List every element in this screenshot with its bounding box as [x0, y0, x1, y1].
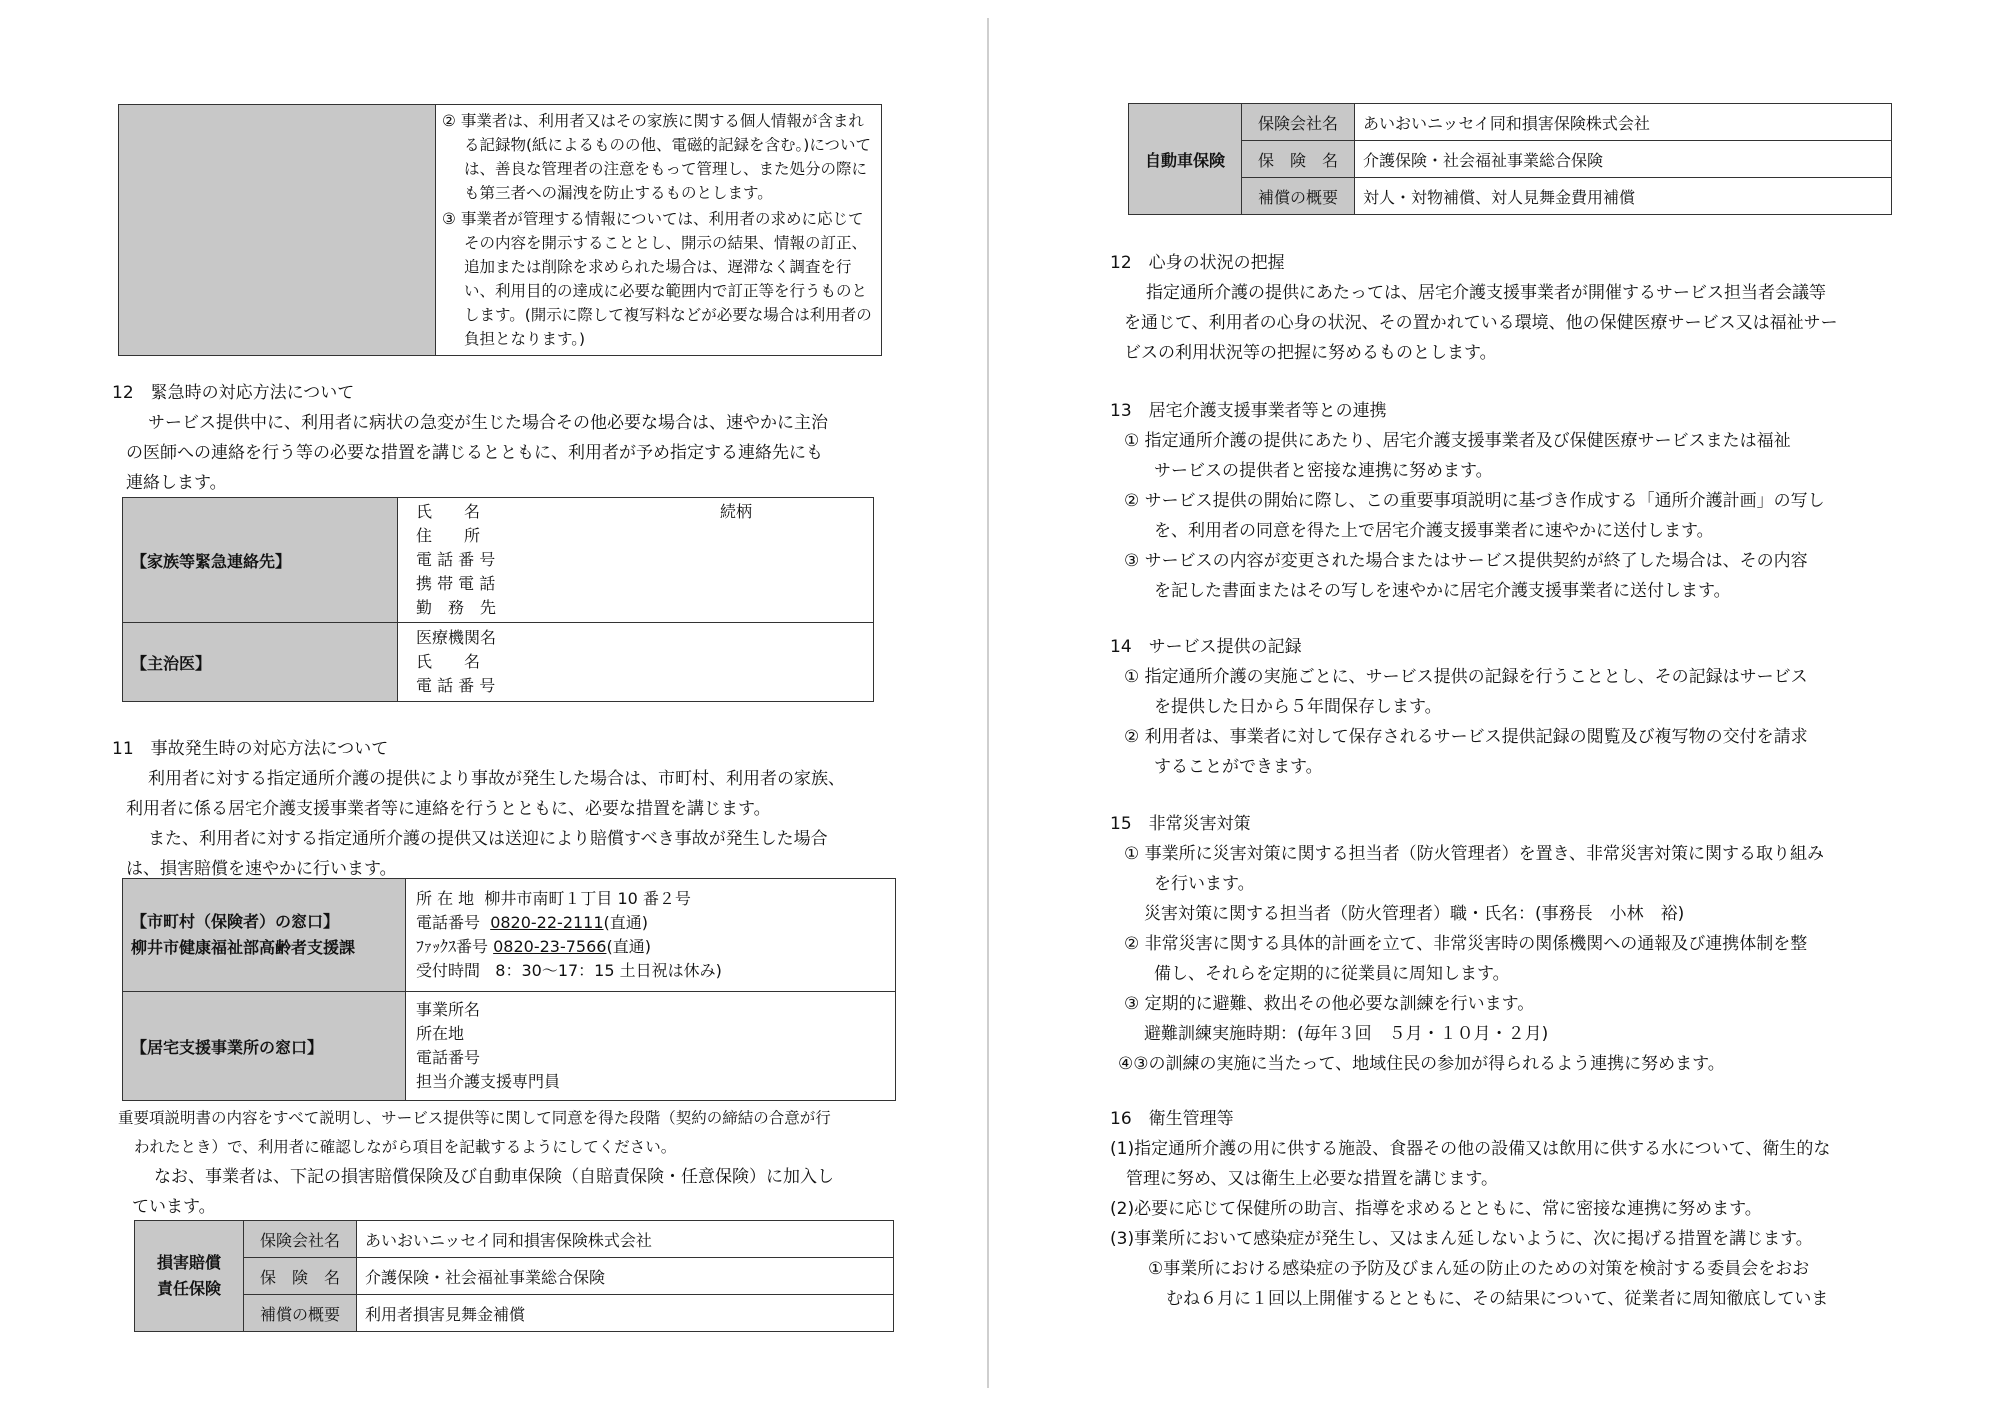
insurance-value: 介護保険・社会福祉事業総合保険	[357, 1258, 894, 1295]
insurance-value: あいおいニッセイ同和損害保険株式会社	[357, 1221, 894, 1258]
list-item-cont: サービスの提供者と密接な連携に努めます。	[1154, 461, 1493, 481]
privacy-item-2: ② 事業者は、利用者又はその家族に関する個人情報が含まれる記録物(紙によるものの他、電磁的記録を含む。)については、善良な管理者の注意をもって管理し、また処分の際にも第三者への漏洩を防止するものとします。	[442, 112, 872, 202]
list-item: ① 事業所に災害対策に関する担当者（防火管理者）を置き、非常災害対策に関する取り組み	[1124, 844, 1824, 864]
fax-row: ﾌｧｯｸｽ番号 0820-23-7566(直通)	[416, 937, 651, 956]
section-13-coordination	[1110, 396, 1825, 606]
insurance-key: 保険会社名	[244, 1221, 357, 1258]
auto-insurance-table	[1128, 103, 1892, 215]
liability-label-line: 損害賠償	[156, 1253, 221, 1272]
insurance-key: 補償の概要	[244, 1295, 357, 1332]
insurance-line: ています。	[132, 1197, 216, 1217]
list-item: (3)事業所において感染症が発生し、又はまん延しないように、次に掲げる措置を講じます。	[1110, 1229, 1813, 1249]
liability-label-line: 責任保険	[156, 1279, 221, 1298]
field-label: 電話番号	[416, 1048, 481, 1067]
city-window-title: 【市町村（保険者）の窓口】	[131, 912, 340, 931]
insurance-key: 保 険 名	[244, 1258, 357, 1295]
insurance-value: 介護保険・社会福祉事業総合保険	[1355, 141, 1892, 178]
list-item-cont: を、利用者の同意を得た上で居宅介護支援事業者に速やかに送付します。	[1154, 521, 1714, 541]
field-label: 所在地	[416, 1024, 465, 1043]
family-contact-label: 【家族等緊急連絡先】	[123, 498, 398, 623]
section-16-hygiene	[1110, 1104, 1830, 1314]
left-page	[0, 0, 988, 1414]
paragraph-line: の医師への連絡を行う等の必要な措置を講じるとともに、利用者が予め指定する連絡先にも	[126, 443, 823, 463]
list-item: ② 利用者は、事業者に対して保存されるサービス提供記録の閲覧及び複写物の交付を請求	[1124, 727, 1808, 747]
hours-row: 受付時間 8：30～17：15 土日祝は休み)	[416, 961, 722, 980]
list-item: ④③の訓練の実施に当たって、地域住民の参加が得られるよう連携に努めます。	[1118, 1054, 1725, 1074]
paragraph-line: ビスの利用状況等の把握に努めるものとします。	[1124, 343, 1497, 363]
field-label: 電 話 番 号	[416, 676, 496, 695]
list-item-cont: 備し、それらを定期的に従業員に周知します。	[1154, 964, 1510, 984]
city-window-dept: 柳井市健康福祉部高齢者支援課	[131, 938, 356, 957]
doctor-label: 【主治医】	[123, 623, 398, 702]
care-office-label: 【居宅支援事業所の窓口】	[123, 992, 406, 1101]
paragraph-line: は、損害賠償を速やかに行います。	[126, 859, 397, 879]
section-12-emergency	[112, 378, 828, 498]
field-label: 携 帯 電 話	[416, 574, 496, 593]
auto-insurance-label: 自動車保険	[1129, 104, 1242, 215]
list-item: ① 指定通所介護の実施ごとに、サービス提供の記録を行うこととし、その記録はサービス	[1124, 667, 1808, 687]
section-15-disaster	[1110, 809, 1824, 1079]
city-window-details	[406, 879, 896, 992]
list-item-cont: を提供した日から５年間保存します。	[1154, 697, 1442, 717]
section-11-accident	[112, 734, 845, 884]
paragraph-line: また、利用者に対する指定通所介護の提供又は送迎により賠償すべき事故が発生した場合	[148, 829, 828, 849]
instruction-note	[118, 1104, 834, 1222]
insurance-key: 保険会社名	[1242, 104, 1355, 141]
care-office-fields	[406, 992, 896, 1101]
field-label: 住 所	[416, 526, 481, 545]
section-heading: 12 心身の状況の把握	[1110, 253, 1285, 273]
city-window-label	[123, 879, 406, 992]
family-contact-fields	[398, 498, 874, 623]
doctor-fields	[398, 623, 874, 702]
list-item-cont: することができます。	[1154, 757, 1323, 777]
paragraph-line: 利用者に対する指定通所介護の提供により事故が発生した場合は、市町村、利用者の家族、	[148, 769, 845, 789]
section-14-records	[1110, 632, 1808, 782]
paragraph-line: 利用者に係る居宅介護支援事業者等に連絡を行うとともに、必要な措置を講じます。	[126, 799, 771, 819]
list-item: ③ 定期的に避難、救出その他必要な訓練を行います。	[1124, 994, 1535, 1014]
insurance-value: あいおいニッセイ同和損害保険株式会社	[1355, 104, 1892, 141]
note-line: われたとき）で、利用者に確認しながら項目を記載するようにしてください。	[134, 1138, 677, 1156]
privacy-item-3: ③ 事業者が管理する情報については、利用者の求めに応じてその内容を開示することとし、開示の結果、情報の訂正、追加または削除を求められた場合は、遅滞なく調査を行い、利用目的の達成に必要な範囲内で訂正等を行うものとします。(開示に際して複写料などが必要な場合は利用者の負担となります。)	[442, 210, 872, 348]
section-heading: 15 非常災害対策	[1110, 814, 1251, 834]
insurance-key: 保 険 名	[1242, 141, 1355, 178]
liability-label	[135, 1221, 244, 1332]
relation-label: 続柄	[720, 502, 753, 521]
paragraph-line: 指定通所介護の提供にあたっては、居宅介護支援事業者が開催するサービス担当者会議等	[1146, 283, 1826, 303]
emergency-contact-table	[122, 497, 874, 702]
section-heading: 14 サービス提供の記録	[1110, 637, 1302, 657]
privacy-table	[118, 104, 882, 356]
insurance-value: 対人・対物補償、対人見舞金費用補償	[1355, 178, 1892, 215]
address-row: 所 在 地 柳井市南町１丁目 10 番２号	[416, 889, 691, 908]
note-line: 重要項説明書の内容をすべて説明し、サービス提供等に関して同意を得た段階（契約の締結の合意が行	[118, 1109, 831, 1127]
paragraph-line: 連絡します。	[126, 473, 227, 493]
section-heading: 11 事故発生時の対応方法について	[112, 739, 389, 759]
field-label: 氏 名	[416, 502, 481, 521]
list-item-cont: むね６月に１回以上開催するとともに、その結果について、従業者に周知徹底していま	[1166, 1289, 1829, 1309]
field-label: 電 話 番 号	[416, 550, 496, 569]
field-label: 医療機関名	[416, 628, 497, 647]
insurance-line: なお、事業者は、下記の損害賠償保険及び自動車保険（自賠責保険・任意保険）に加入し	[154, 1167, 834, 1187]
list-item: ② サービス提供の開始に際し、この重要事項説明に基づき作成する「通所介護計画」の写し	[1124, 491, 1825, 511]
list-item: (1)指定通所介護の用に供する施設、食器その他の設備又は飲用に供する水について、衛生的な	[1110, 1139, 1831, 1159]
field-label: 事業所名	[416, 1000, 481, 1019]
field-label: 担当介護支援専門員	[416, 1072, 561, 1091]
list-item-cont: を記した書面またはその写しを速やかに居宅介護支援事業者に送付します。	[1154, 581, 1731, 601]
insurance-key: 補償の概要	[1242, 178, 1355, 215]
field-label: 勤 務 先	[416, 598, 497, 617]
section-heading: 13 居宅介護支援事業者等との連携	[1110, 401, 1387, 421]
paragraph-line: サービス提供中に、利用者に病状の急変が生じた場合その他必要な場合は、速やかに主治	[148, 413, 828, 433]
list-item: ① 指定通所介護の提供にあたり、居宅介護支援事業者及び保健医療サービスまたは福祉	[1124, 431, 1791, 451]
section-heading: 12 緊急時の対応方法について	[112, 383, 355, 403]
paragraph-line: を通じて、利用者の心身の状況、その置かれている環境、他の保健医療サービス又は福祉サー	[1124, 313, 1838, 333]
list-item: ①事業所における感染症の予防及びまん延の防止のための対策を検討する委員会をおお	[1148, 1259, 1810, 1279]
phone-row: 電話番号 0820-22-2111(直通)	[416, 913, 649, 932]
insurance-value: 利用者損害見舞金補償	[357, 1295, 894, 1332]
list-item: (2)必要に応じて保健所の助言、指導を求めるとともに、常に密接な連携に努めます。	[1110, 1199, 1762, 1219]
liability-insurance-table	[134, 1220, 894, 1332]
section-heading: 16 衛生管理等	[1110, 1109, 1234, 1129]
list-item-cont: 災害対策に関する担当者（防火管理者）職・氏名：(事務長 小林 裕)	[1144, 904, 1685, 924]
privacy-gray-cell	[119, 105, 436, 356]
right-page	[992, 0, 2000, 1414]
list-item: ② 非常災害に関する具体的計画を立て、非常災害時の関係機関への通報及び連携体制を整	[1124, 934, 1808, 954]
list-item-cont: を行います。	[1154, 874, 1255, 894]
privacy-text-cell	[436, 105, 882, 356]
accident-contact-table	[122, 878, 896, 1101]
list-item-cont: 避難訓練実施時期：(毎年３回 ５月・１０月・２月)	[1144, 1024, 1549, 1044]
list-item: ③ サービスの内容が変更された場合またはサービス提供契約が終了した場合は、その内容	[1124, 551, 1808, 571]
field-label: 氏 名	[416, 652, 481, 671]
section-12-condition	[1110, 248, 1838, 368]
list-item-cont: 管理に努め、又は衛生上必要な措置を講じます。	[1126, 1169, 1498, 1189]
